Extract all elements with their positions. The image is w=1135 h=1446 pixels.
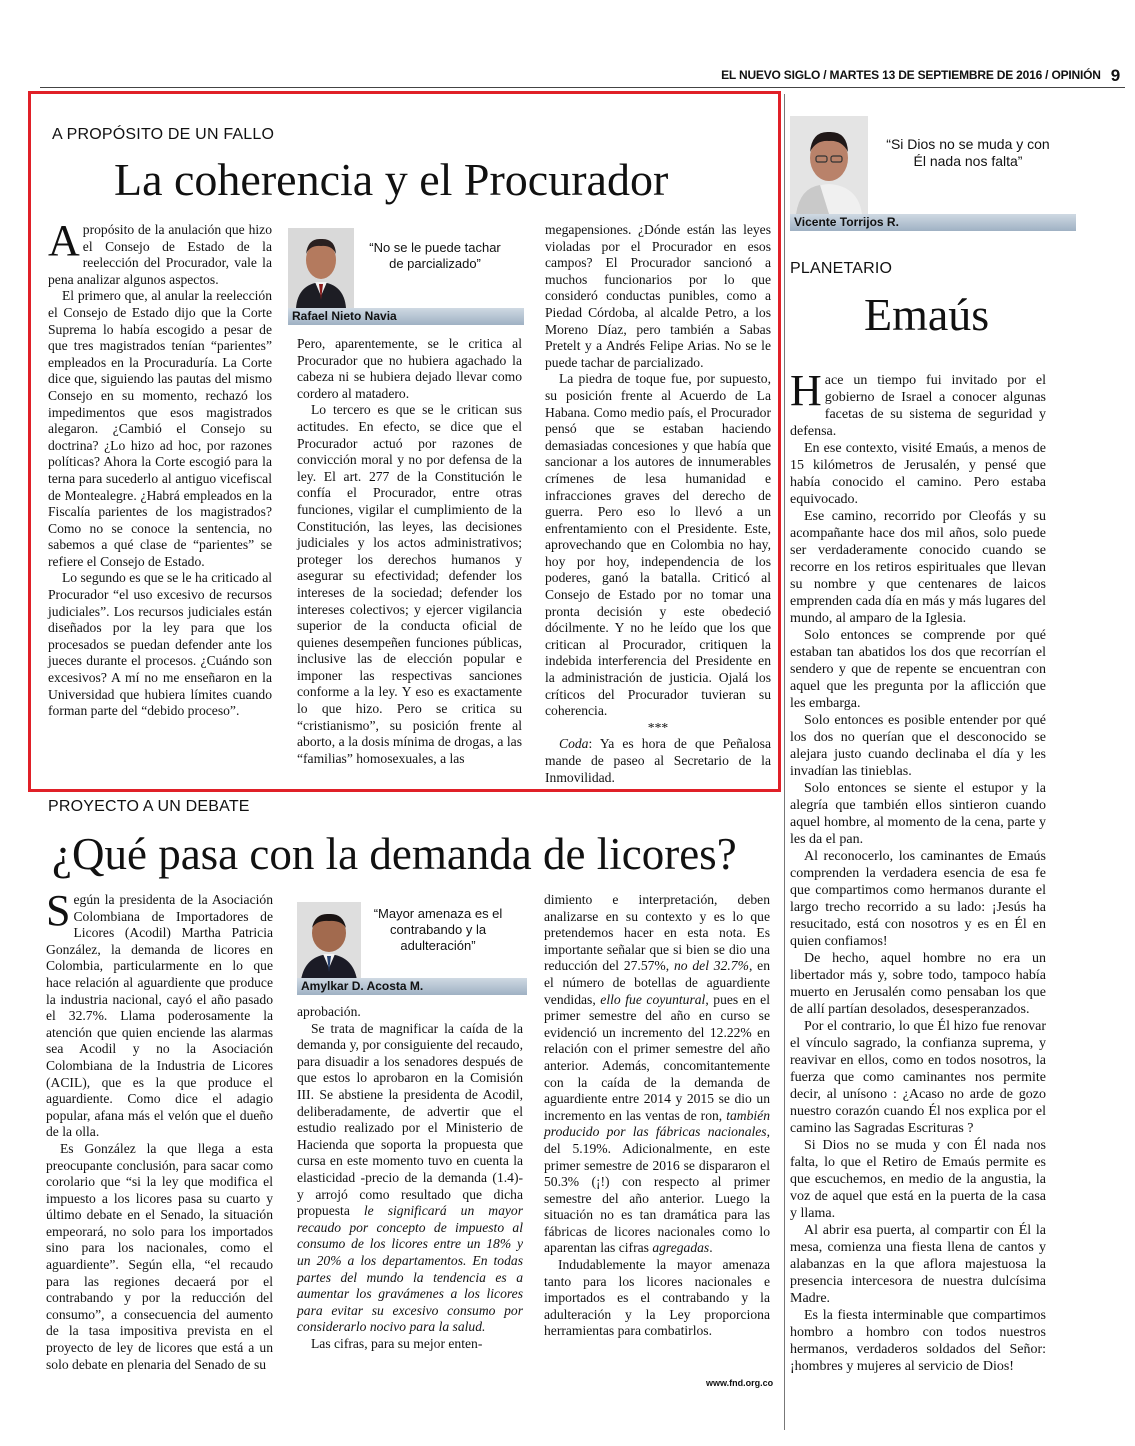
paragraph: Solo entonces se siente el estupor y la alegría que también ellos sintieron cuando aquel hombre, al momento de la cena, parte y les da el pan. xyxy=(790,781,1046,847)
paragraph: Lo segundo es que se le ha criticado al Procurador “el uso excesivo de recursos judiciales”. Los recursos judiciales están diseñados por la ley para que los procesados se puedan defender ante los jueces durante el procesos. ¿Cuándo son excesivos? A mí no me enseñaron en la Universidad que hubiera límites cuando forman parte del “debido proceso”. xyxy=(48,570,272,719)
text-run-italic: no del 32.7% xyxy=(673,958,749,974)
paragraph: Es González la que llega a esta preocupante conclusión, para sacar como corolario que “si la ley que modifica el impuesto a los licores pasa su cuarto y último debate en el Senado, la situación empeorará, no solo para los importados sino para los nacionales, como el aguardiente”. Según ella, “el recaudo para las regiones decaerá por el contrabando y por la reducción del consumo”, a consecuencia del aumento de la tasa impositiva prevista en el proyecto de ley de licores que está a un solo debate en plenaria del Senado de su xyxy=(46,1140,273,1372)
paragraph: En ese contexto, visité Emaús, a menos de 15 kilómetros de Jerusalén, y pensé que había conocido el camino. Pero estaba equivocado. xyxy=(790,441,1046,507)
portrait-icon xyxy=(790,116,868,214)
paragraph: egún la presidenta de la Asociación Colombiana de Importadores de Licores (Acodil) Martha Patricia González, la demanda de licores en Colombia, particularmente en lo que hace relación al aguardiente que produce la industria nacional, cayó el año pasado el 32.7%. Llama poderosamente la atención que quien enciende las alarmas sea Acodil y no la Asociación Colombiana de la Industria de Licores (ACIL), que es la que produce el aguardiente. Como dice el adagio popular, afana más el velón que el dueño de la olla. xyxy=(46,892,273,1140)
paragraph: Si Dios no se muda y con Él nada nos falta, lo que el Retiro de Emaús permite es que escuchemos, en medio de la angustia, la voz de aquel que está en la puerta de la casa y llama. xyxy=(790,1138,1046,1221)
paragraph: Lo tercero es que se le critican sus actitudes. En efecto, se dice que el Procurador actuó por razones de convicción moral y no por defensa de la ley. El art. 277 de la Constitución le confía el Procurador, entre otras funciones, vigilar el cumplimiento de la Constitución, las leyes, las decisiones judiciales y los actos administrativos; proteger los derechos humanos y asegurar su efectividad; defender los intereses de la sociedad; defender los intereses colectivos; y ejercer vigilancia superior de la conducta oficial de quienes desempeñen funciones públicas, inclusive las de elección popular e imponer las respectivas sanciones conforme a la ley. Y eso es exactamente lo que hizo. Pero se critica su “cristianismo”, su posición frente al aborto, a la dosis mínima de drogas, a las “familias” homosexuales, a las xyxy=(297,402,522,766)
article2-author: Amylkar D. Acosta M. xyxy=(297,978,527,995)
author-photo xyxy=(288,228,354,308)
article2-kicker: PROYECTO A UN DEBATE xyxy=(48,798,250,815)
paragraph-italic: le significará un mayor recaudo por concepto de impuesto al consumo de los licores entre un 18% y un 20% a los departamentos. En todas partes del mundo la tendencia es a aumentar los gravámenes a los licores para evitar su excesivo consumo por considerarlo nocivo para la salud. xyxy=(297,1203,523,1335)
article1-column-2 xyxy=(297,336,522,774)
article3-kicker: PLANETARIO xyxy=(790,260,893,277)
masthead xyxy=(700,66,1120,86)
author-photo xyxy=(297,902,361,980)
paragraph: Por el contrario, lo que Él hizo fue renovar el vínculo sagrado, la confianza suprema, y reavivar en ellos, como en todos nosotros, la fuerza que como caminantes nos permite decir, al unísono : ¿Acaso no arde de gozo nuestro corazón cuando Él nos explica por el camino las Sagradas Escrituras ? xyxy=(790,1019,1046,1136)
separator-stars: *** xyxy=(647,719,669,735)
article2-column-2 xyxy=(297,1004,523,1398)
paragraph: Al abrir esa puerta, al compartir con Él la mesa, comienza una fiesta llena de cantos y alabanzas en la que aflora majestuosa la presencia intercesora de nuestra dulcísima Madre. xyxy=(790,1223,1046,1306)
article1-kicker: A PROPÓSITO DE UN FALLO xyxy=(52,126,275,143)
column-divider xyxy=(784,94,785,1430)
article1-column-3 xyxy=(545,222,771,785)
article2-pull-quote: “Mayor amenaza es el contrabando y la adulteración” xyxy=(373,906,503,953)
article3-column xyxy=(790,366,1046,1398)
paragraph: Se trata de magnificar la caída de la demanda y, por consiguiente del recaudo, para disuadir a los senadores después de que estos lo aprobaron en la Comisión III. Se abstiene la presidenta de Acodil, deliberadamente, de advertir que el estudio realizado por el Ministerio de Hacienda que soporta la propuesta que cursa en este momento tuvo en cuenta la elasticidad -precio de la demanda (1.4)- y arrojó como resultado que dicha propuesta xyxy=(297,1020,523,1219)
article1-author: Rafael Nieto Navia xyxy=(288,308,524,325)
paragraph: De hecho, aquel hombre no era un libertador más y, sobre todo, tampoco había muerto en Jerusalén como pensaban los que de allí partían desolados, desesperanzados. xyxy=(790,951,1046,1017)
text-run-italic: también producido por las fábricas nacionales xyxy=(544,1107,770,1140)
text-run: , del 5.19%. Adicionalmente, en este primer semestre de 2016 se dispararon el 50.3% (¡!) con respecto al primer semestre del año anterior. Luego la situación no es tan dramática para las fábricas de licores nacionales como lo aparentan las cifras xyxy=(544,1124,770,1256)
paragraph: Solo entonces es posible entender por qué los dos no querían que el desconocido se alejara justo cuando declinaba el día y les invadían las tinieblas. xyxy=(790,713,1046,779)
article3-pull-quote: “Si Dios no se muda y con Él nada nos falta” xyxy=(886,136,1050,169)
text-run-italic: ello fue coyuntural xyxy=(600,991,706,1007)
text-run: , en el número de botellas de aguardiente vendidas, xyxy=(544,958,770,1007)
dropcap: A xyxy=(48,216,80,265)
paragraph: aprobación. xyxy=(297,1004,361,1019)
paragraph: Es la fiesta interminable que compartimos hombro a hombro con todos nuestros hermanos, verdaderos soldados del Señor: ¡hombres y mujeres al servicio de Dios! xyxy=(790,1308,1046,1374)
paragraph: Al reconocerlo, los caminantes de Emaús comprenden la verdadera esencia de esa fe que compartimos como hermanos durante el largo trecho recorrido a su lado: ¡Jesús ha resucitado, está con nosotros y es en Él en quien confiamos! xyxy=(790,849,1046,949)
page-number: 9 xyxy=(1110,66,1120,85)
paragraph: Pero, aparentemente, se le critica al Procurador que no hubiera agachado la cabeza ni se hubiera dejado llevar como cordero al matadero. xyxy=(297,336,522,401)
paragraph: propósito de la anulación que hizo el Consejo de Estado de la reelección del Procurador, vale la pena analizar algunos aspectos. xyxy=(48,222,272,287)
article1-headline: La coherencia y el Procurador xyxy=(114,154,669,205)
paragraph: El primero que, al anular la reelección el Consejo de Estado dijo que la Corte Suprema lo había escogido a pesar de que tres magistrados tenían “parientes” empleados en la Procuraduría. La Corte dice que, siguiendo las pautas del mismo Consejo en su momento, rechazó los impedimentos que esos magistrados alegaron. ¿Cambió el Consejo su doctrina? ¿Lo hizo ad hoc, por razones políticas? Ahora la Corte escogió para la terna para sucederlo al antiguo vicefiscal de Montealegre. ¿Habrá empleados en la Fiscalía parientes de los magistrados? Como no se conoce la sentencia, no sabemos a qué clase de “parientes” se refiere el Consejo de Estado. xyxy=(48,288,272,569)
masthead-text: EL NUEVO SIGLO / MARTES 13 DE SEPTIEMBRE DE 2016 / OPINIÓN xyxy=(721,68,1101,82)
article3-headline: Emaús xyxy=(864,289,990,340)
source-url: www.fnd.org.co xyxy=(706,1378,774,1388)
article2-column-3: dimiento e interpretación, deben analizarse en su contexto y es lo que pretendemos hacer en esta nota. Es importante señalar que si bien se dio una reducción del 27.57%, no del 32.7%, en el número de botellas de aguardiente vendidas, ello fue coyuntural, pues en el primer semestre del año en curso se evidenció un incremento del 12.22% en relación con el primer semestre del año anterior. Además, concomitantemente con la caída de la demanda de aguardiente entre 2014 y 2015 se dio un incremento en las ventas de ron, también producido por las fábricas nacionales, del 5.19%. Adicionalmente, en este primer semestre de 2016 se dispararon el 50.3% (¡!) con respecto al primer semestre del año anterior. Luego la situación no es tan dramática para las fábricas de licores nacionales como lo aparentan las cifras agregadas. Indudablemente la mayor amenaza tanto para los licores nacionales e importados es el contrabando y la adulteración y la Ley proporciona herramientas para combatirlos. xyxy=(544,892,770,1339)
paragraph: Indudablemente la mayor amenaza tanto para los licores nacionales e importados es el contrabando y la adulteración y la Ley proporciona herramientas para combatirlos. xyxy=(544,1257,770,1339)
coda-text: : Ya es hora de que Peñalosa mande de paseo al Secretario de la Inmovilidad. xyxy=(545,736,771,785)
text-run: , pues en el primer semestre del año en curso se evidenció un incremento del 12.22% en relación con el primer semestre del año anterior. Además, concomitantemente con la caída de la demanda de aguardiente entre 2014 y 2015 se dio un incremento en las ventas de ron, xyxy=(544,991,770,1123)
dropcap: S xyxy=(46,886,71,935)
paragraph: Las cifras, para su mejor enten- xyxy=(311,1335,483,1351)
paragraph: Solo entonces se comprende por qué estaban tan abatidos los dos que recorrían el sendero y que de repente se encuentran con aquel que les pregunta por la aflicción que les embarga. xyxy=(790,628,1046,711)
dropcap: H xyxy=(790,366,822,415)
paragraph: megapensiones. ¿Dónde están las leyes violadas por el Procurador en esos campos? El Procurador sancionó a muchos funcionarios por lo que consideró conductas punibles, como a Piedad Córdoba, al alcalde Petro, a los Moreno Díaz, pero también a Sabas Pretelt y a Andrés Felipe Arias. No se le puede tachar de parcializado. xyxy=(545,222,771,370)
coda-label: Coda xyxy=(559,736,589,752)
paragraph: ace un tiempo fui invitado por el gobierno de Israel a conocer algunas facetas de su sistema de seguridad y defensa. xyxy=(790,373,1046,439)
paragraph: Ese camino, recorrido por Cleofás y su acompañante hace dos mil años, solo puede ser verdaderamente conocido cuando se recorre en los retiros espirituales que llevan su nombre y que centenares de laicos emprenden cada día en más y más lugares del mundo, al amparo de la Iglesia. xyxy=(790,509,1046,626)
author-photo xyxy=(790,116,868,214)
paragraph: La piedra de toque fue, por supuesto, su posición frente al Acuerdo de La Habana. Como medio país, el Procurador pensó que se estaban haciendo demasiadas concesiones y que había que sancionar a los autores de innumerables crímenes de lesa humanidad e infracciones graves del derecho de guerra. Pero eso lo llevó a un enfrentamiento con el Presidente. Este, aprovechando que en Colombia no hay, hoy por hoy, independencia de los poderes, ganó la batalla. Criticó al Consejo de Estado por no tomar una pronta decisión y este obedeció dócilmente. Y no he leído que los que critican al Procurador, critiquen la indebida interferencia del Presidente en la administración de justicia. Ojalá los críticos del Procurador tuvieran su coherencia. xyxy=(545,371,771,719)
article2-headline: ¿Qué pasa con la demanda de licores? xyxy=(52,829,737,879)
article3-author: Vicente Torrijos R. xyxy=(790,214,1076,231)
article2-column-1 xyxy=(46,886,273,1398)
article1-pull-quote: “No se le puede tachar de parcializado” xyxy=(369,240,501,271)
text-run-italic: agregadas xyxy=(652,1240,710,1256)
text-run: dimiento e interpretación, deben analizarse en su contexto y es lo que pretendemos hacer en esta nota. Es importante señalar que si bien se dio una reducción del 27.57%, xyxy=(544,892,770,974)
portrait-icon xyxy=(288,228,354,308)
article1-column-1 xyxy=(48,216,272,774)
portrait-icon xyxy=(297,902,361,980)
masthead-rule xyxy=(40,87,1125,88)
